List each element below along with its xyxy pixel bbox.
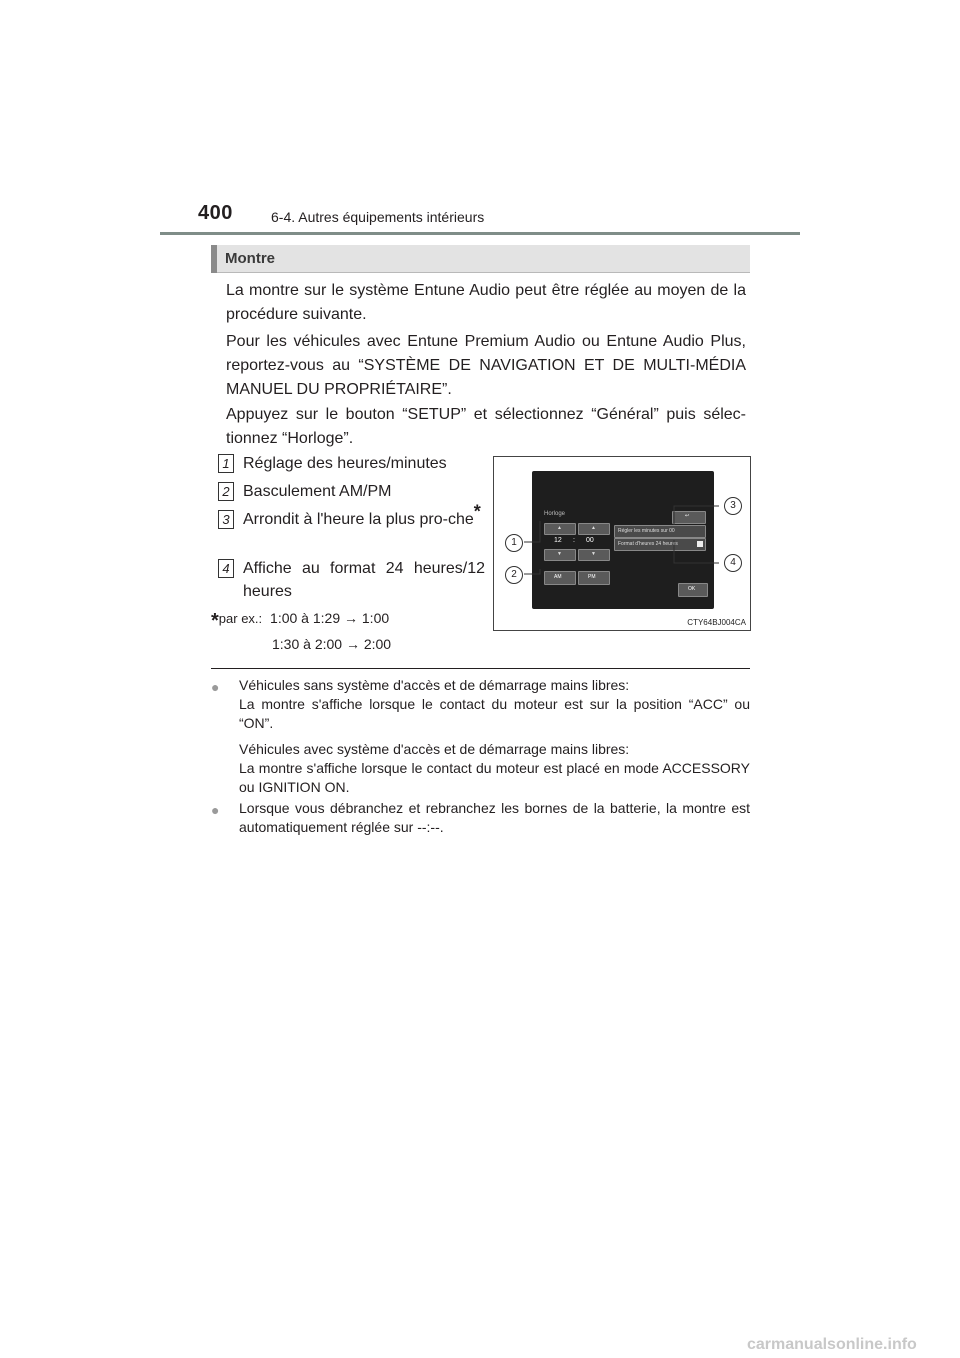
callout-1: 1: [505, 534, 523, 552]
footnote-prefix: par ex.:: [218, 611, 263, 626]
back-button[interactable]: ↩: [672, 511, 706, 524]
bullet-icon: ●: [211, 679, 220, 695]
hour-up-button[interactable]: ▲: [544, 523, 576, 535]
header-rule: [160, 232, 800, 235]
intro-paragraph: La montre sur le système Entune Audio peut être réglée au moyen de la procédure suivante.: [226, 282, 746, 323]
note-item: [211, 740, 750, 797]
callout-3: 3: [724, 497, 742, 515]
callout-leader-lines: [494, 457, 750, 630]
footnote-example-1: 1:00 à 1:29 → 1:00: [270, 610, 390, 626]
watermark: carmanualsonline.info: [747, 1336, 917, 1353]
hour-down-button[interactable]: ▼: [544, 549, 576, 561]
footnote-example-2: 1:30 à 2:00 → 2:00: [272, 636, 392, 652]
minute-value: 00: [586, 537, 594, 544]
24h-format-toggle[interactable]: Format d'heures 24 heures: [614, 538, 706, 551]
round-minutes-button[interactable]: Régler les minutes sur 00: [614, 525, 706, 538]
minute-down-button[interactable]: ▼: [578, 549, 610, 561]
footnote-asterisk: *: [211, 610, 219, 632]
note-item: [211, 799, 750, 837]
clock-settings-figure: [493, 456, 751, 631]
minute-up-button[interactable]: ▲: [578, 523, 610, 535]
footnote-marker: *: [473, 501, 481, 522]
note-text: Véhicules sans système d'accès et de démarrage mains libres: La montre s'affiche lorsque le contact du moteur est sur la position “ACC” ou “ON”.: [239, 677, 750, 731]
note-text: Lorsque vous débranchez et rebranchez les bornes de la batterie, la montre est automatiquement réglée sur --:--.: [239, 800, 750, 835]
setup-instruction-paragraph: Appuyez sur le bouton “SETUP” et sélectionnez “Général” puis sélec-tionnez “Horloge”.: [226, 406, 746, 447]
note-text: Véhicules avec système d'accès et de démarrage mains libres: La montre s'affiche lorsque le contact du moteur est placé en mode ACCESSORY ou IGNITION ON.: [239, 741, 750, 795]
hour-value: 12: [554, 537, 562, 544]
bullet-icon: ●: [211, 802, 220, 818]
item-text-content: Arrondit à l'heure la plus pro-che: [243, 511, 474, 528]
footnote: [211, 610, 389, 633]
notes-divider: [211, 668, 750, 669]
item-text: Affiche au format 24 heures/12 heures: [243, 560, 485, 600]
item-text: Basculement AM/PM: [243, 483, 392, 500]
pm-button[interactable]: PM: [578, 571, 610, 585]
note-item: [211, 676, 750, 733]
item-text: [243, 501, 485, 531]
am-button[interactable]: AM: [544, 571, 576, 585]
item-number: 4: [218, 559, 234, 578]
section-title-bar: [211, 245, 750, 273]
section-title: Montre: [225, 250, 275, 267]
item-number: 3: [218, 510, 234, 529]
page-number: 400: [198, 202, 233, 224]
callout-2: 2: [505, 566, 523, 584]
screen-title: Horloge: [544, 511, 566, 517]
item-text: Réglage des heures/minutes: [243, 455, 447, 472]
callout-4: 4: [724, 554, 742, 572]
title-accent: [211, 245, 217, 273]
ok-button[interactable]: OK: [678, 583, 708, 597]
item-number: 1: [218, 454, 234, 473]
time-colon: :: [573, 537, 575, 544]
navigation-reference-paragraph: Pour les véhicules avec Entune Premium Audio ou Entune Audio Plus, reportez-vous au “SYSTÈME DE NAVIGATION ET DE MULTI-MÉDIA MANUEL DU PROPRIÉTAIRE”.: [226, 333, 746, 398]
section-header: 6-4. Autres équipements intérieurs: [271, 209, 485, 225]
figure-code: CTY64BJ004CA: [687, 618, 746, 627]
item-number: 2: [218, 482, 234, 501]
